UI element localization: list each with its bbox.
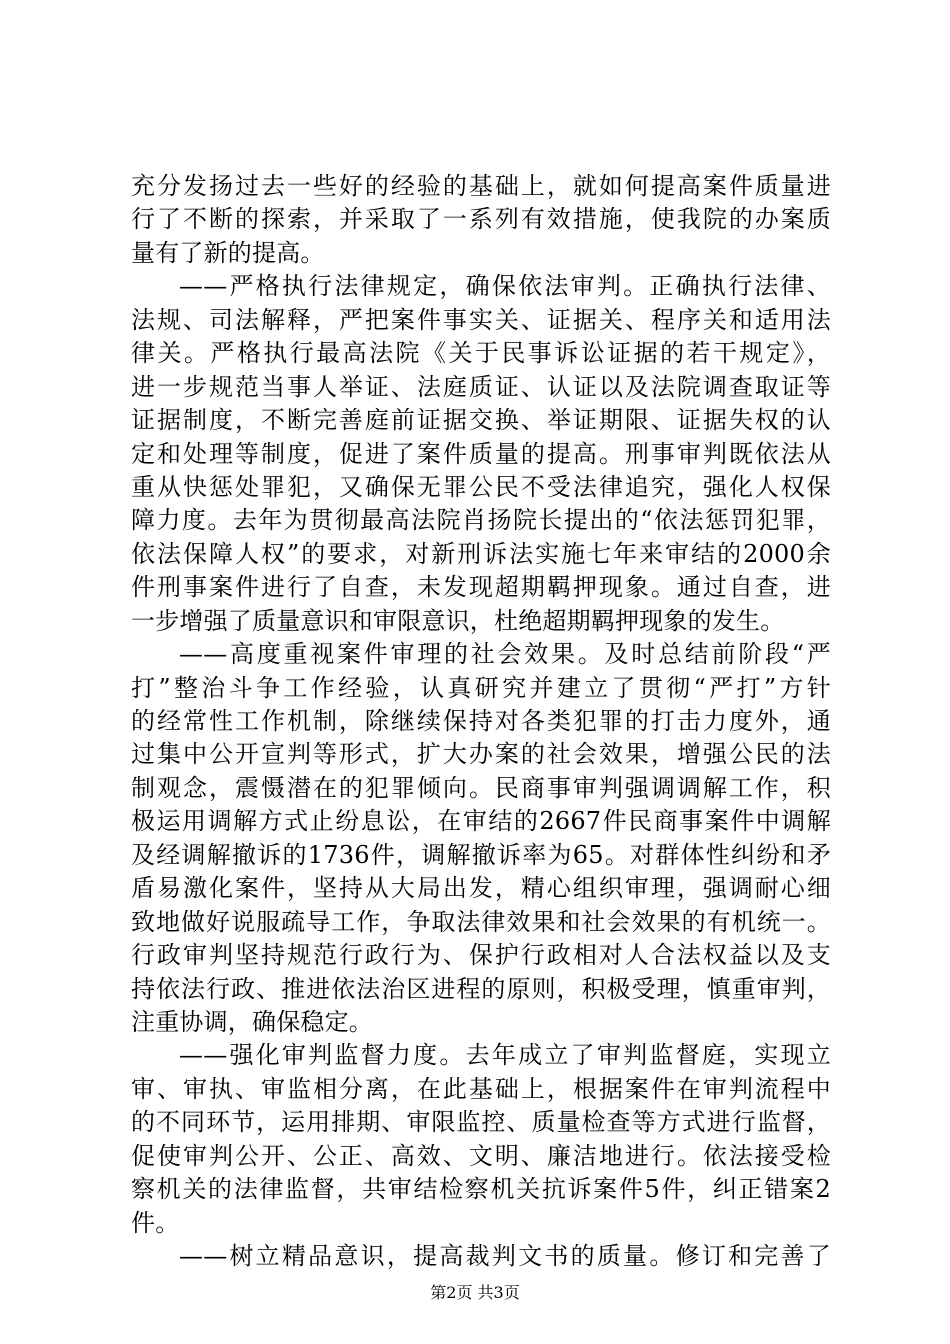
text-line: 法规、司法解释，严把案件事实关、证据关、程序关和适用法 <box>131 305 831 334</box>
text-line: 件刑事案件进行了自查，未发现超期羁押现象。通过自查，进 <box>131 573 831 602</box>
text-line: 障力度。去年为贯彻最高法院肖扬院长提出的“依法惩罚犯罪， <box>131 506 831 535</box>
text-line: 行政审判坚持规范行政行为、保护行政相对人合法权益以及支 <box>131 941 831 970</box>
text-line: ——树立精品意识，提高裁判文书的质量。修订和完善了 <box>179 1242 831 1270</box>
text-line: 依法保障人权”的要求，对新刑诉法实施七年来审结的2000余 <box>131 539 831 568</box>
page-number: 第2页 共3页 <box>430 1283 520 1302</box>
text-line: 制观念，震慑潜在的犯罪倾向。民商事审判强调调解工作，积 <box>131 773 831 802</box>
text-line: 盾易激化案件，坚持从大局出发，精心组织审理，强调耐心细 <box>131 874 831 903</box>
text-line: 极运用调解方式止纷息讼，在审结的2667件民商事案件中调解 <box>131 807 831 836</box>
text-line: 证据制度，不断完善庭前证据交换、举证期限、证据失权的认 <box>131 406 831 435</box>
text-line: 打”整治斗争工作经验，认真研究并建立了贯彻“严打”方针 <box>131 673 831 702</box>
text-line: 的经常性工作机制，除继续保持对各类犯罪的打击力度外，通 <box>131 707 831 735</box>
text-line: ——强化审判监督力度。去年成立了审判监督庭，实现立 <box>179 1041 831 1070</box>
text-line: 进一步规范当事人举证、法庭质证、认证以及法院调查取证等 <box>131 372 831 401</box>
text-line: ——高度重视案件审理的社会效果。及时总结前阶段“严 <box>179 640 831 669</box>
text-line: 定和处理等制度，促进了案件质量的提高。刑事审判既依法从 <box>131 439 831 468</box>
text-line: 致地做好说服疏导工作，争取法律效果和社会效果的有机统一。 <box>131 907 831 936</box>
document-body <box>131 170 831 1273</box>
text-line: ——严格执行法律规定，确保依法审判。正确执行法律、 <box>179 272 831 301</box>
text-line: 件。 <box>131 1208 180 1237</box>
text-line: 一步增强了质量意识和审限意识，杜绝超期羁押现象的发生。 <box>131 606 785 635</box>
text-line: 注重协调，确保稳定。 <box>131 1007 373 1036</box>
text-line: 重从快惩处罪犯，又确保无罪公民不受法律追究，强化人权保 <box>131 472 831 501</box>
text-line: 促使审判公开、公正、高效、文明、廉洁地进行。依法接受检 <box>131 1141 831 1170</box>
text-line: 量有了新的提高。 <box>131 238 325 267</box>
text-line: 察机关的法律监督，共审结检察机关抗诉案件5件，纠正错案2 <box>131 1175 831 1204</box>
text-line: 持依法行政、推进依法治区进程的原则，积极受理，慎重审判， <box>131 974 831 1003</box>
text-line: 审、审执、审监相分离，在此基础上，根据案件在审判流程中 <box>131 1074 831 1103</box>
text-line: 及经调解撤诉的1736件，调解撤诉率为65。对群体性纠纷和矛 <box>131 840 831 869</box>
text-line: 充分发扬过去一些好的经验的基础上，就如何提高案件质量进 <box>131 172 831 200</box>
text-line: 过集中公开宣判等形式，扩大办案的社会效果，增强公民的法 <box>131 740 831 769</box>
text-line: 律关。严格执行最高法院《关于民事诉讼证据的若干规定》， <box>131 339 831 368</box>
text-line: 行了不断的探索，并采取了一系列有效措施，使我院的办案质 <box>131 205 831 234</box>
text-line: 的不同环节，运用排期、审限监控、质量检查等方式进行监督， <box>131 1108 831 1137</box>
